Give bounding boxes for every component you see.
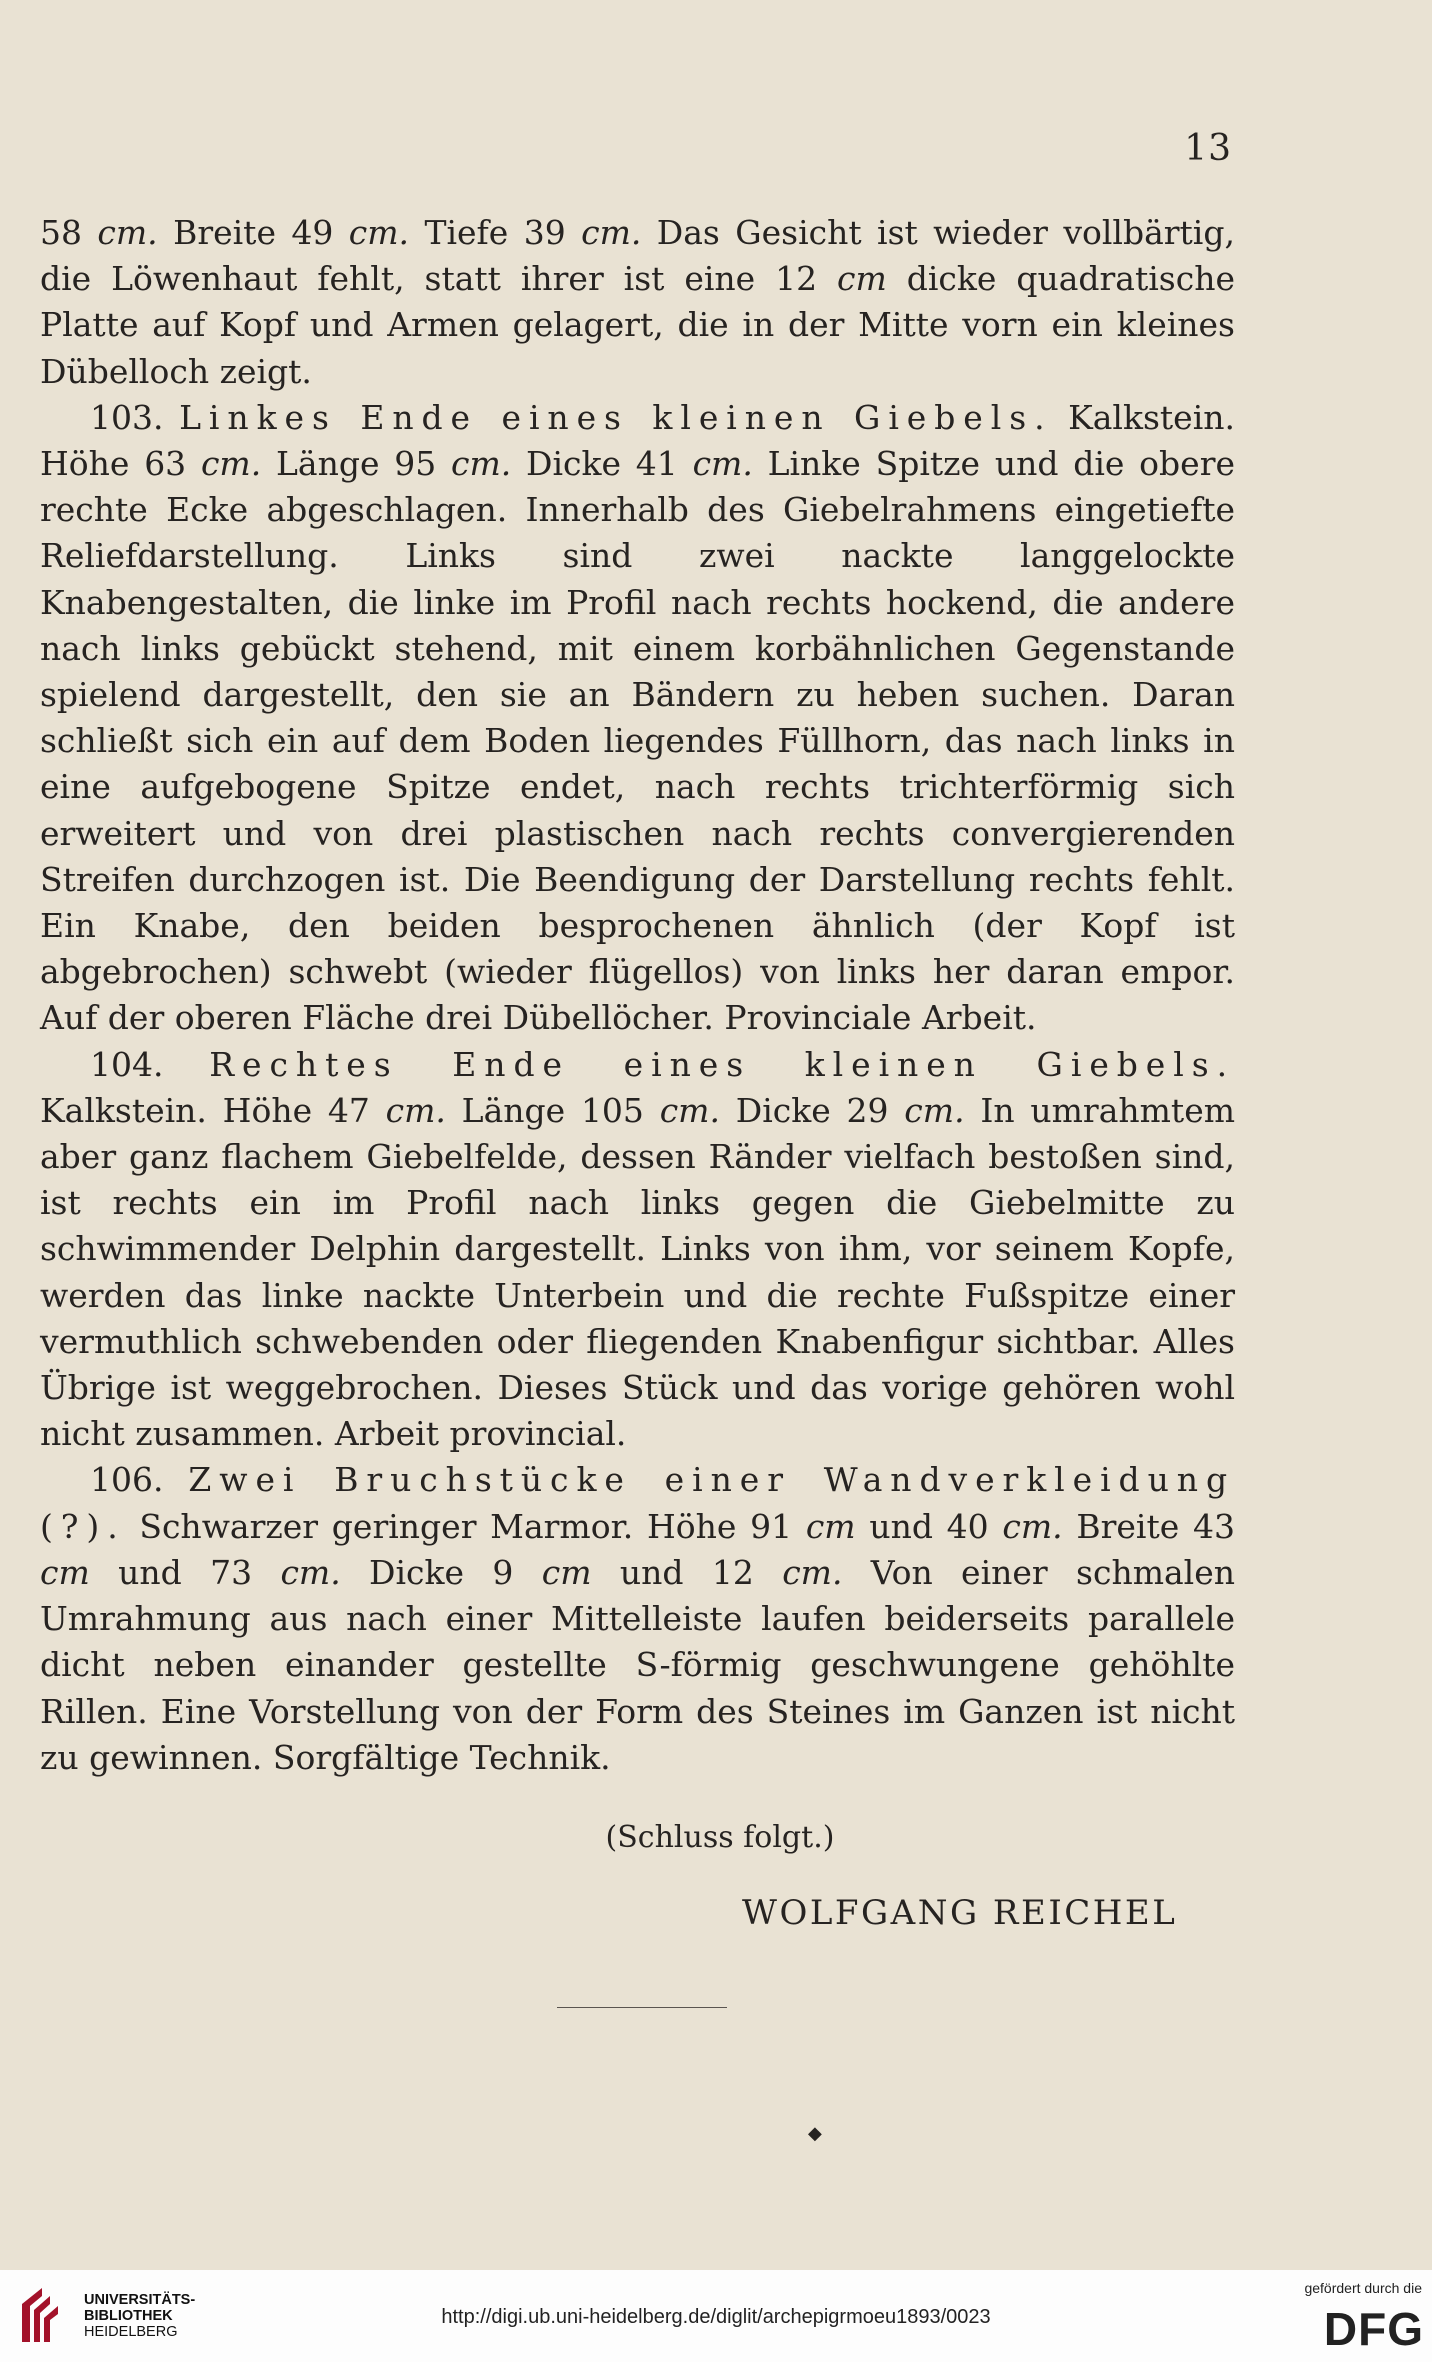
entry-title: Linkes Ende eines kleinen Giebels. xyxy=(179,397,1053,437)
to-be-continued: (Schluss folgt.) xyxy=(605,1820,835,1855)
entry-title: Rechtes Ende eines kleinen Giebels. xyxy=(209,1044,1235,1084)
funding-label: gefördert durch die xyxy=(1304,2280,1422,2296)
dfg-logo: DFG xyxy=(1323,2303,1424,2355)
entry-number: 104. xyxy=(90,1044,164,1084)
author-signature: WOLFGANG REICHEL xyxy=(742,1893,1178,1933)
paragraph-103: 103. Linkes Ende eines kleinen Giebels. Kalkstein. Höhe 63 cm. Länge 95 cm. Dicke 41 cm. Linke Spitze und die obere rechte Ecke abgeschlagen. Innerhalb des Giebelrahmens eingetiefte Reliefdarstellung. Links sind zwei nackte langgelockte Knabengestalten, die linke im Profil nach rechts hockend, die andere nach links gebückt stehend, mit einem korbähnlichen Gegenstande spielend dargestellt, den sie an Bändern zu heben suchen. Daran schließt sich ein auf dem Boden liegendes Füllhorn, das nach links in eine aufgebogene Spitze endet, nach rechts trichterförmig sich erweitert und von drei plastischen nach rechts convergierenden Streifen durchzogen ist. Die Beendigung der Darstellung rechts fehlt. Ein Knabe, den beiden besprochenen ähnlich (der Kopf ist abgebrochen) schwebt (wieder flügellos) von links her daran empor. Auf der oberen Fläche drei Dübellöcher. Provinciale Arbeit. xyxy=(40,397,1236,1038)
paragraph-102-continued: 58 cm. Breite 49 cm. Tiefe 39 cm. Das Gesicht ist wieder vollbärtig, die Löwenhaut fehlt, statt ihrer ist eine 12 cm dicke quadratische Platte auf Kopf und Armen gelagert, die in der Mitte vorn ein kleines Dübelloch zeigt. xyxy=(40,213,1235,391)
entry-number: 103. xyxy=(90,397,164,437)
page-number: 13 xyxy=(1184,128,1232,169)
ornament-mark-icon: ◆ xyxy=(808,2123,822,2144)
entry-title: Zwei Bruchstücke einer Wandverkleidung (?). xyxy=(40,1460,1235,1546)
article-body xyxy=(40,210,1235,1781)
paragraph-106: 106. Zwei Bruchstücke einer Wandverkleidung (?). Schwarzer geringer Marmor. Höhe 91 cm und 40 cm. Breite 43 cm und 73 cm. Dicke 9 cm und 12 cm. Von einer schmalen Umrahmung aus nach einer Mittelleiste laufen beiderseits parallele dicht neben einander gestellte S-förmig geschwungene gehöhlte Rillen. Eine Vorstellung von der Form des Steines im Ganzen ist nicht zu gewinnen. Sorgfältige Technik. xyxy=(40,1460,1236,1777)
digitization-footer xyxy=(0,2270,1432,2362)
end-rule-divider xyxy=(557,2007,727,2008)
entry-number: 106. xyxy=(90,1460,164,1500)
library-name: UNIVERSITÄTS- BIBLIOTHEK HEIDELBERG xyxy=(84,2292,196,2340)
permalink-url[interactable]: http://digi.ub.uni-heidelberg.de/diglit/archepigrmoeu1893/0023 xyxy=(441,2306,991,2328)
paragraph-104: 104. Rechtes Ende eines kleinen Giebels. Kalkstein. Höhe 47 cm. Länge 105 cm. Dicke 29 cm. In umrahmtem aber ganz flachem Giebelfelde, dessen Ränder vielfach bestoßen sind, ist rechts ein im Profil nach links gegen die Giebelmitte zu schwimmender Delphin dargestellt. Links von ihm, vor seinem Kopfe, werden das linke nackte Unterbein und die rechte Fußspitze einer vermuthlich schwebenden oder fliegenden Knabenfigur sichtbar. Alles Übrige ist weggebrochen. Dieses Stück und das vorige gehören wohl nicht zusammen. Arbeit provincial. xyxy=(40,1044,1236,1454)
